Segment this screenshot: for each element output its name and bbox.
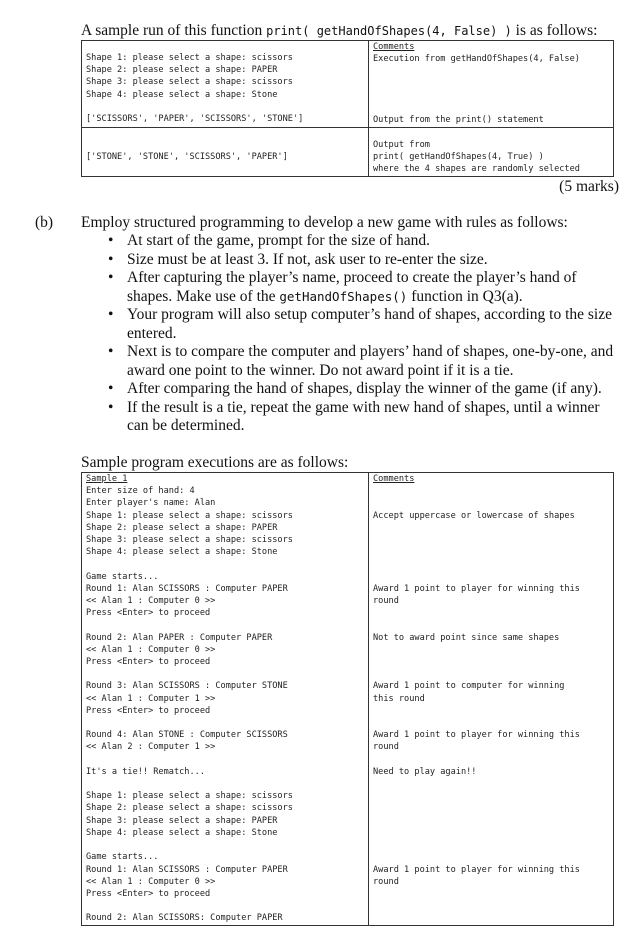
console-output: Shape 1: please select a shape: scissors Shape 2: please select a shape: PAPER Shape 3: please select a shape: scissors Shape 4: please select a shape: Stone ['SCISSORS', 'PAPER', 'SCISSORS', 'STONE'] [86,53,304,125]
list-item: • Your program will also setup computer’s hand of shapes, according to the size entered. [108,306,612,342]
marks-label: (5 marks) [559,178,619,195]
list-item: • Next is to compare the computer and players’ hand of shapes, one-by-one, and award one point to the winner. Do not award point if it is a tie. [108,343,614,379]
console-output: Enter size of hand: 4 Enter player's name: Alan Shape 1: please select a shape: scissors Shape 2: please select a shape: PAPER Shape 3: please select a shape: scissors Shape 4: please select a shape: Stone Game starts... Round 1: Alan SCISSORS : Computer PAPER << Alan 1 : Computer 0 >> Press <Enter> to proceed Round 2: Alan PAPER : Computer PAPER << Alan 1 : Computer 0 >> Press <Enter> to proceed Round 3: Alan SCISSORS : Computer STONE << Alan 1 : Computer 1 >> Press <Enter> to proceed Round 4: Alan STONE : Computer SCISSORS << Alan 2 : Computer 1 >> It's a tie!! Rematch... Shape 1: please select a shape: scissors Shape 2: please select a shape: scissors Shape 3: please select a shape: PAPER Shape 4: please select a shape: Stone Game starts... Round 1: Alan SCISSORS : Computer PAPER << Alan 1 : Computer 0 >> Press <Enter> to proceed Round 2: Alan SCISSORS: Computer PAPER [86,486,293,924]
comments-header: Comments [373,42,415,52]
rules-list [108,232,623,436]
list-item: • At start of the game, prompt for the size of hand. [108,232,431,249]
part-label: (b) [35,214,54,231]
list-item: • Size must be at least 3. If not, ask user to re-enter the size. [108,250,488,268]
table-cell-output [82,473,369,926]
sample-execution-table [81,472,614,926]
table-row [82,41,614,128]
table-cell-output [82,41,369,128]
bullet-icon: • [108,398,114,416]
sample-heading: Sample program executions are as follows: [81,454,349,471]
comments-header: Comments [373,474,415,484]
table-cell-comments [369,128,614,177]
table-row [82,128,614,177]
bullet-icon: • [108,232,114,249]
table-cell-comments [369,41,614,128]
table-cell-comments [369,473,614,926]
bullet-icon: • [108,269,114,286]
list-item: • After comparing the hand of shapes, display the winner of the game (if any). [108,380,602,397]
bullet-icon: • [108,306,114,323]
comment-text: Accept uppercase or lowercase of shapes Award 1 point to player for winning this round Not to award point since same shapes Award 1 point to computer for winning this round Award 1 point to player for winning this round Need to play again!! Award 1 point to player for winning this round [373,510,580,887]
bullet-icon: • [108,343,114,360]
intro-sentence [81,22,597,40]
intro-code: print( getHandOfShapes(4, False) ) [266,24,512,38]
bullet-icon: • [108,250,114,268]
table-cell-output [82,128,369,177]
sample-header: Sample 1 [86,474,128,484]
comment-text: Execution from getHandOfShapes(4, False) Output from the print() statement [373,54,580,126]
intro-suffix: is as follows: [511,22,598,39]
console-output: ['STONE', 'STONE', 'SCISSORS', 'PAPER'] [86,152,288,163]
comment-text: Output from print( getHandOfShapes(4, True) ) where the 4 shapes are randomly selected [373,140,580,175]
table-row [82,473,614,926]
part-heading: Employ structured programming to develop a new game with rules as follows: [81,214,568,231]
list-item: • If the result is a tie, repeat the game with new hand of shapes, until a winner can be determined. [108,398,600,434]
list-item: • After capturing the player’s name, proceed to create the player’s hand of shapes. Make use of the getHandOfShapes() function in Q3(a). [108,269,577,305]
function-name: getHandOfShapes() [279,288,408,304]
intro-prefix: A sample run of this function [81,22,267,39]
sample-run-table [81,40,614,177]
bullet-icon: • [108,380,114,397]
